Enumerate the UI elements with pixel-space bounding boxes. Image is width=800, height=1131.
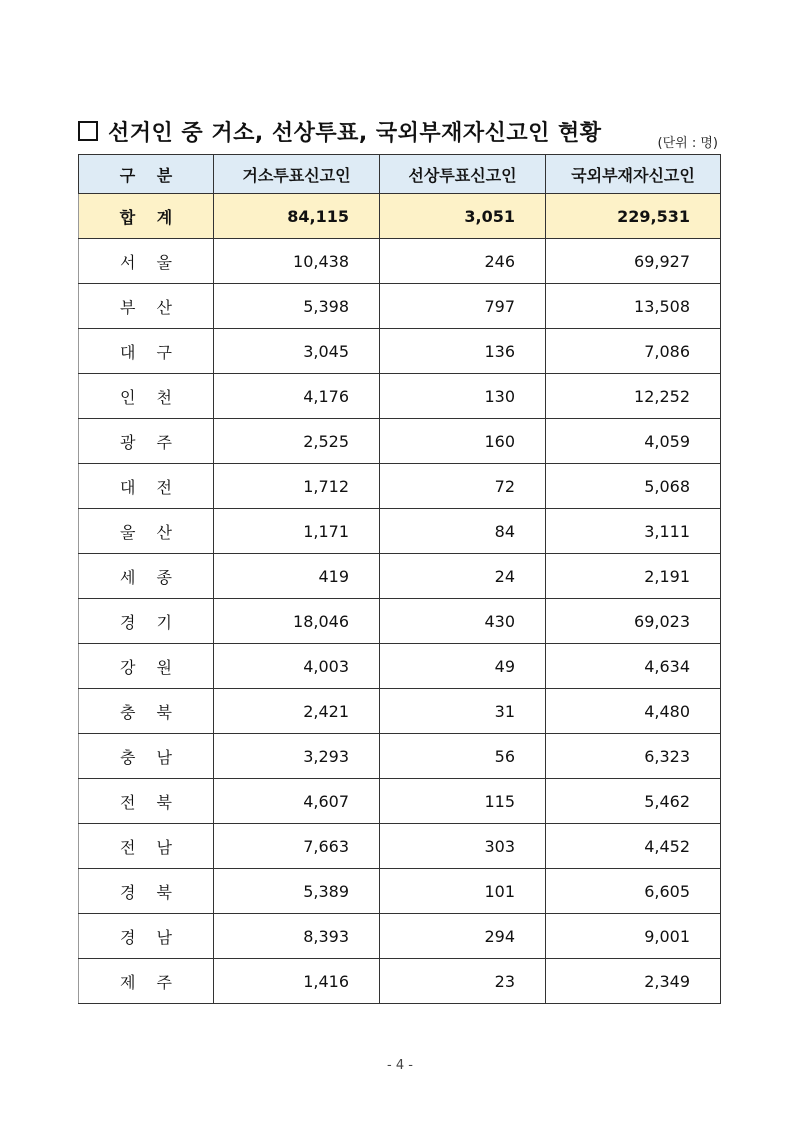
- shipboard-cell: 115: [380, 779, 546, 824]
- absentee-cell: 7,663: [214, 824, 380, 869]
- overseas-cell: 13,508: [546, 284, 721, 329]
- title-row: [78, 116, 720, 152]
- table-row: [79, 419, 721, 464]
- total-shipboard: 3,051: [380, 194, 546, 239]
- region-cell: 부 산: [79, 284, 214, 329]
- absentee-cell: 2,421: [214, 689, 380, 734]
- overseas-cell: 5,462: [546, 779, 721, 824]
- overseas-cell: 4,059: [546, 419, 721, 464]
- overseas-cell: 3,111: [546, 509, 721, 554]
- shipboard-cell: 797: [380, 284, 546, 329]
- region-cell: 제 주: [79, 959, 214, 1004]
- overseas-cell: 2,349: [546, 959, 721, 1004]
- absentee-cell: 5,398: [214, 284, 380, 329]
- shipboard-cell: 136: [380, 329, 546, 374]
- region-cell: 인 천: [79, 374, 214, 419]
- region-cell: 광 주: [79, 419, 214, 464]
- total-overseas: 229,531: [546, 194, 721, 239]
- region-cell: 서 울: [79, 239, 214, 284]
- table-row: [79, 464, 721, 509]
- overseas-cell: 7,086: [546, 329, 721, 374]
- table-row: [79, 554, 721, 599]
- absentee-cell: 1,712: [214, 464, 380, 509]
- absentee-cell: 1,171: [214, 509, 380, 554]
- shipboard-cell: 24: [380, 554, 546, 599]
- table-row: [79, 599, 721, 644]
- header-shipboard: 선상투표신고인: [380, 155, 546, 194]
- overseas-cell: 69,023: [546, 599, 721, 644]
- region-cell: 전 북: [79, 779, 214, 824]
- overseas-cell: 5,068: [546, 464, 721, 509]
- shipboard-cell: 72: [380, 464, 546, 509]
- absentee-cell: 3,293: [214, 734, 380, 779]
- shipboard-cell: 303: [380, 824, 546, 869]
- overseas-cell: 6,605: [546, 869, 721, 914]
- overseas-cell: 6,323: [546, 734, 721, 779]
- checkbox-square-icon: [78, 121, 98, 141]
- absentee-cell: 8,393: [214, 914, 380, 959]
- absentee-cell: 1,416: [214, 959, 380, 1004]
- shipboard-cell: 49: [380, 644, 546, 689]
- overseas-cell: 2,191: [546, 554, 721, 599]
- table-row: [79, 329, 721, 374]
- absentee-cell: 10,438: [214, 239, 380, 284]
- shipboard-cell: 101: [380, 869, 546, 914]
- shipboard-cell: 294: [380, 914, 546, 959]
- absentee-cell: 419: [214, 554, 380, 599]
- region-cell: 경 기: [79, 599, 214, 644]
- region-cell: 전 남: [79, 824, 214, 869]
- overseas-cell: 4,452: [546, 824, 721, 869]
- region-cell: 대 구: [79, 329, 214, 374]
- header-row: [79, 155, 721, 194]
- header-region: 구 분: [79, 155, 214, 194]
- table-row: [79, 869, 721, 914]
- page-number: - 4 -: [387, 1058, 413, 1073]
- shipboard-cell: 84: [380, 509, 546, 554]
- absentee-cell: 4,003: [214, 644, 380, 689]
- table-row: [79, 644, 721, 689]
- absentee-cell: 18,046: [214, 599, 380, 644]
- shipboard-cell: 160: [380, 419, 546, 464]
- table-row: [79, 734, 721, 779]
- shipboard-cell: 56: [380, 734, 546, 779]
- shipboard-cell: 246: [380, 239, 546, 284]
- table-row: [79, 914, 721, 959]
- table-row: [79, 824, 721, 869]
- region-cell: 경 북: [79, 869, 214, 914]
- region-cell: 대 전: [79, 464, 214, 509]
- region-cell: 충 북: [79, 689, 214, 734]
- table-row: [79, 374, 721, 419]
- total-label: 합 계: [79, 194, 214, 239]
- header-absentee: 거소투표신고인: [214, 155, 380, 194]
- shipboard-cell: 430: [380, 599, 546, 644]
- region-cell: 충 남: [79, 734, 214, 779]
- region-cell: 경 남: [79, 914, 214, 959]
- table-row: [79, 509, 721, 554]
- report-table: [78, 154, 721, 1004]
- table-row: [79, 284, 721, 329]
- unit-label: (단위 : 명): [657, 136, 718, 151]
- region-cell: 세 종: [79, 554, 214, 599]
- total-absentee: 84,115: [214, 194, 380, 239]
- absentee-cell: 2,525: [214, 419, 380, 464]
- table-row: [79, 779, 721, 824]
- overseas-cell: 4,480: [546, 689, 721, 734]
- table-row: [79, 239, 721, 284]
- overseas-cell: 69,927: [546, 239, 721, 284]
- absentee-cell: 5,389: [214, 869, 380, 914]
- absentee-cell: 3,045: [214, 329, 380, 374]
- total-row: [79, 194, 721, 239]
- region-cell: 울 산: [79, 509, 214, 554]
- overseas-cell: 9,001: [546, 914, 721, 959]
- shipboard-cell: 130: [380, 374, 546, 419]
- header-overseas: 국외부재자신고인: [546, 155, 721, 194]
- absentee-cell: 4,176: [214, 374, 380, 419]
- shipboard-cell: 23: [380, 959, 546, 1004]
- overseas-cell: 4,634: [546, 644, 721, 689]
- page-title: [78, 116, 602, 147]
- shipboard-cell: 31: [380, 689, 546, 734]
- table-row: [79, 959, 721, 1004]
- region-cell: 강 원: [79, 644, 214, 689]
- title-text: 선거인 중 거소, 선상투표, 국외부재자신고인 현황: [108, 121, 602, 146]
- absentee-cell: 4,607: [214, 779, 380, 824]
- overseas-cell: 12,252: [546, 374, 721, 419]
- table-row: [79, 689, 721, 734]
